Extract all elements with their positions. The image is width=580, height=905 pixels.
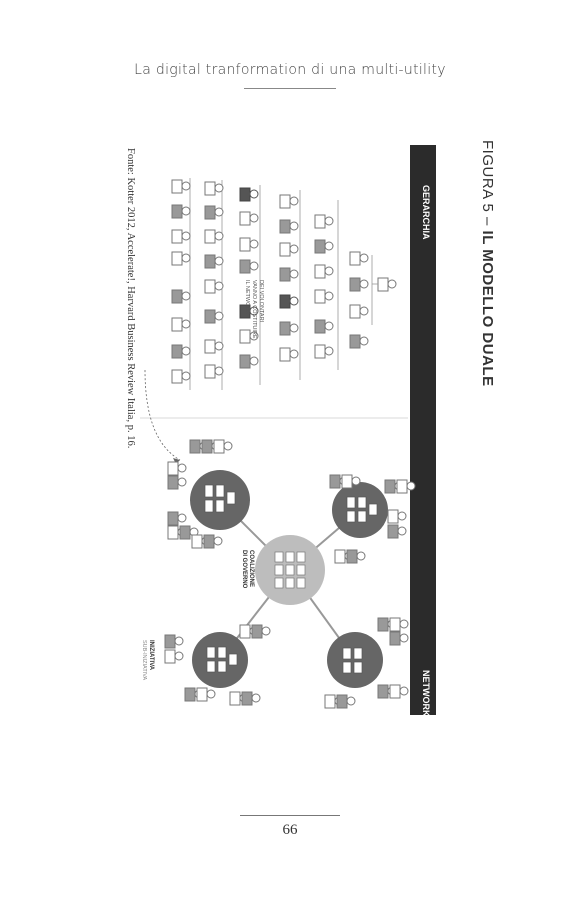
band-label-hierarchy: GERARCHIA (421, 185, 431, 240)
initiative-label: INIZIATIVA (148, 640, 154, 671)
band-label-network: NETWORK (421, 670, 431, 717)
coalition-label-1: COALIZIONE (248, 550, 254, 587)
network-diagram (165, 440, 415, 708)
sub-initiative-label: SUB-INIZIATIVA (141, 640, 147, 681)
header-rule (244, 88, 336, 89)
network-node (332, 482, 388, 538)
network-node (327, 632, 383, 688)
volunteers-label-2: VANNO A COSTITUIRE (251, 280, 257, 339)
footer-rule (240, 815, 340, 816)
coalition-label-2: DI GOVERNO (241, 550, 247, 589)
hierarchy-tree (172, 178, 396, 390)
figure-title-main: IL MODELLO DUALE (479, 230, 496, 387)
dual-model-figure (110, 140, 500, 720)
network-node (192, 632, 248, 688)
volunteers-label-1: DEI VOLONTARI (258, 280, 264, 323)
figure-title-prefix: FIGURA 5 – (479, 140, 496, 231)
running-head: La digital tranformation di una multi-utility (134, 62, 446, 78)
page-number: 66 (282, 822, 298, 838)
volunteers-label-3: IL NETWORK (244, 280, 250, 315)
caption-text: Fonte: Kotter 2012, Accelerate!, Harvard Business Review Italia, p. 16. (125, 148, 136, 449)
